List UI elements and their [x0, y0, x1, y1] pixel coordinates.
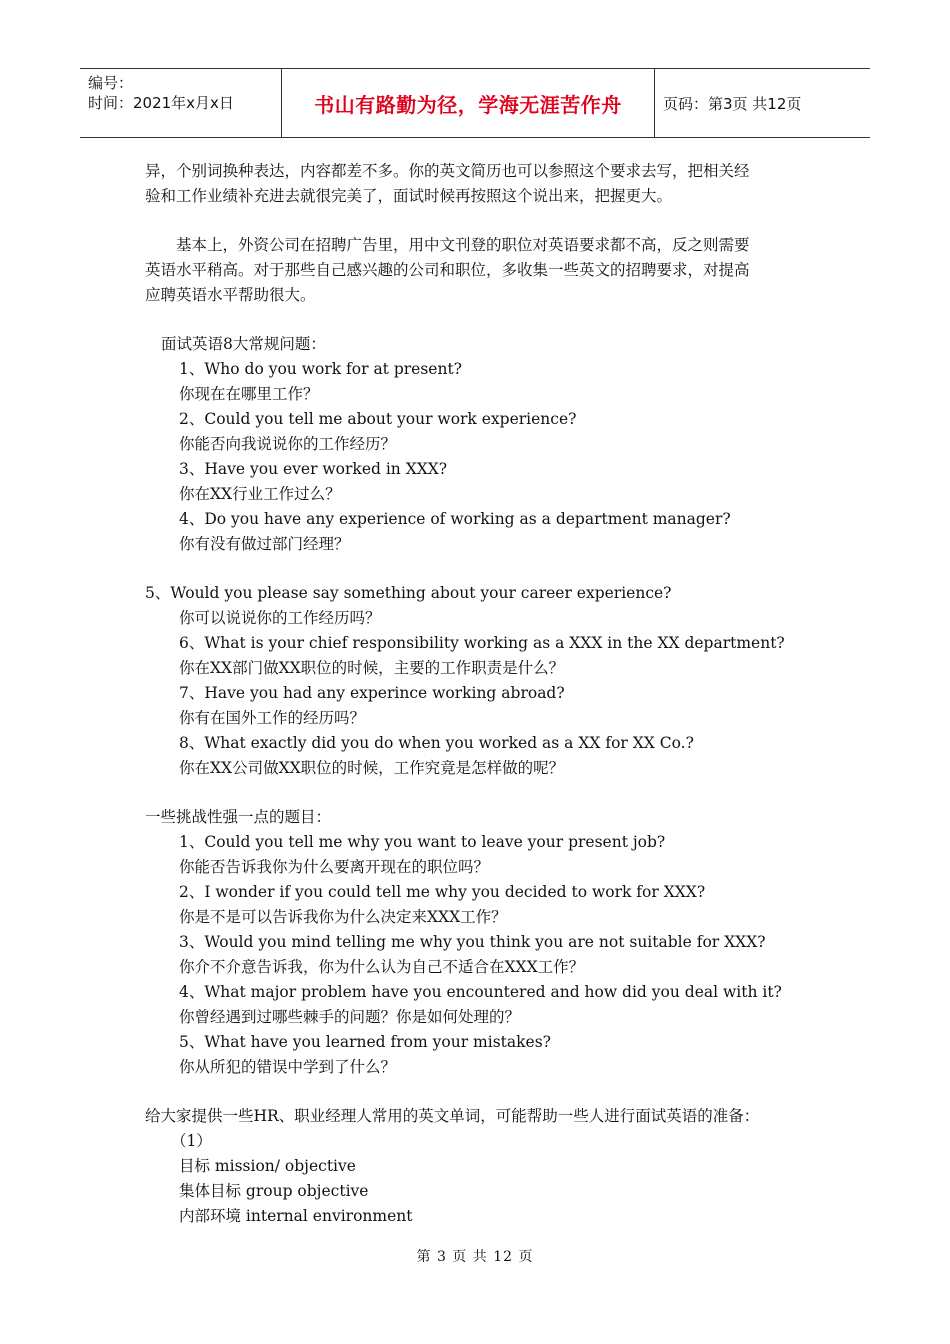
page-footer: 第 3 页 共 12 页: [416, 1249, 534, 1265]
header-page-cell: [655, 69, 870, 137]
list-item: 1、Who do you work for at present?: [179, 360, 462, 378]
basic-line: 应聘英语水平帮助很大。: [145, 286, 316, 304]
basic-line: 基本上，外资公司在招聘广告里，用中文刊登的职位对英语要求都不高，反之则需要: [176, 236, 750, 254]
list-item: 集体目标 group objective: [179, 1182, 369, 1200]
list-item: （1）: [171, 1132, 212, 1150]
list-item: 你从所犯的错误中学到了什么？: [179, 1058, 397, 1076]
page-info: 页码：第3页 共12页: [663, 94, 802, 113]
list-item: 3、Would you mind telling me why you think you are not suitable for XXX?: [179, 933, 766, 951]
list-item: 6、What is your chief responsibility working as a XXX in the XX department?: [179, 634, 785, 652]
list-item: 你在XX行业工作过么？: [179, 485, 341, 503]
list-item: 1、Could you tell me why you want to leave your present job?: [179, 833, 666, 851]
section2-title: 一些挑战性强一点的题目：: [145, 808, 332, 826]
list-item: 3、Have you ever worked in XXX?: [179, 460, 448, 478]
list-item: 5、What have you learned from your mistakes?: [179, 1033, 551, 1051]
list-item: 2、Could you tell me about your work experience?: [179, 410, 577, 428]
header-meta-cell: [80, 69, 282, 137]
date-line: 时间：2021年x月x日: [88, 94, 234, 112]
list-item: 8、What exactly did you do when you worked as a XX for XX Co.?: [179, 734, 694, 752]
page-header: [80, 68, 870, 138]
list-item: 你在XX部门做XX职位的时候，主要的工作职责是什么？: [179, 659, 565, 677]
section1-title: 面试英语8大常规问题：: [161, 335, 326, 353]
header-motto-cell: [282, 69, 655, 137]
list-item: 你有没有做过部门经理？: [179, 535, 350, 553]
motto-text: 书山有路勤为径，学海无涯苦作舟: [314, 92, 622, 117]
intro-line: 验和工作业绩补充进去就很完美了，面试时候再按照这个说出来，把握更大。: [145, 187, 673, 205]
intro-line: 异，个别词换种表达，内容都差不多。你的英文简历也可以参照这个要求去写，把相关经: [145, 162, 750, 180]
list-item: 你现在在哪里工作？: [179, 385, 319, 403]
list-item: 你有在国外工作的经历吗？: [179, 709, 366, 727]
list-item: 你能否告诉我你为什么要离开现在的职位吗？: [179, 858, 490, 876]
list-item: 2、I wonder if you could tell me why you decided to work for XXX?: [179, 883, 706, 901]
document-body: [145, 159, 810, 1229]
list-item: 5、Would you please say something about your career experience?: [145, 584, 672, 602]
section3-title: 给大家提供一些HR、职业经理人常用的英文单词，可能帮助一些人进行面试英语的准备：: [145, 1107, 760, 1125]
list-item: 你在XX公司做XX职位的时候，工作究竟是怎样做的呢？: [179, 759, 565, 777]
list-item: 4、What major problem have you encountered and how did you deal with it?: [179, 983, 782, 1001]
list-item: 你是不是可以告诉我你为什么决定来XXX工作？: [179, 908, 507, 926]
list-item: 4、Do you have any experience of working as a department manager?: [179, 510, 731, 528]
doc-number-label: 编号：: [88, 74, 134, 92]
list-item: 7、Have you had any experince working abroad?: [179, 684, 565, 702]
list-item: 你介不介意告诉我，你为什么认为自己不适合在XXX工作？: [179, 958, 585, 976]
basic-line: 英语水平稍高。对于那些自己感兴趣的公司和职位，多收集一些英文的招聘要求，对提高: [145, 261, 750, 279]
list-item: 你可以说说你的工作经历吗？: [179, 609, 381, 627]
list-item: 你能否向我说说你的工作经历？: [179, 435, 397, 453]
list-item: 内部环境 internal environment: [179, 1207, 413, 1225]
list-item: 目标 mission/ objective: [179, 1157, 356, 1175]
list-item: 你曾经遇到过哪些棘手的问题？你是如何处理的？: [179, 1008, 521, 1026]
